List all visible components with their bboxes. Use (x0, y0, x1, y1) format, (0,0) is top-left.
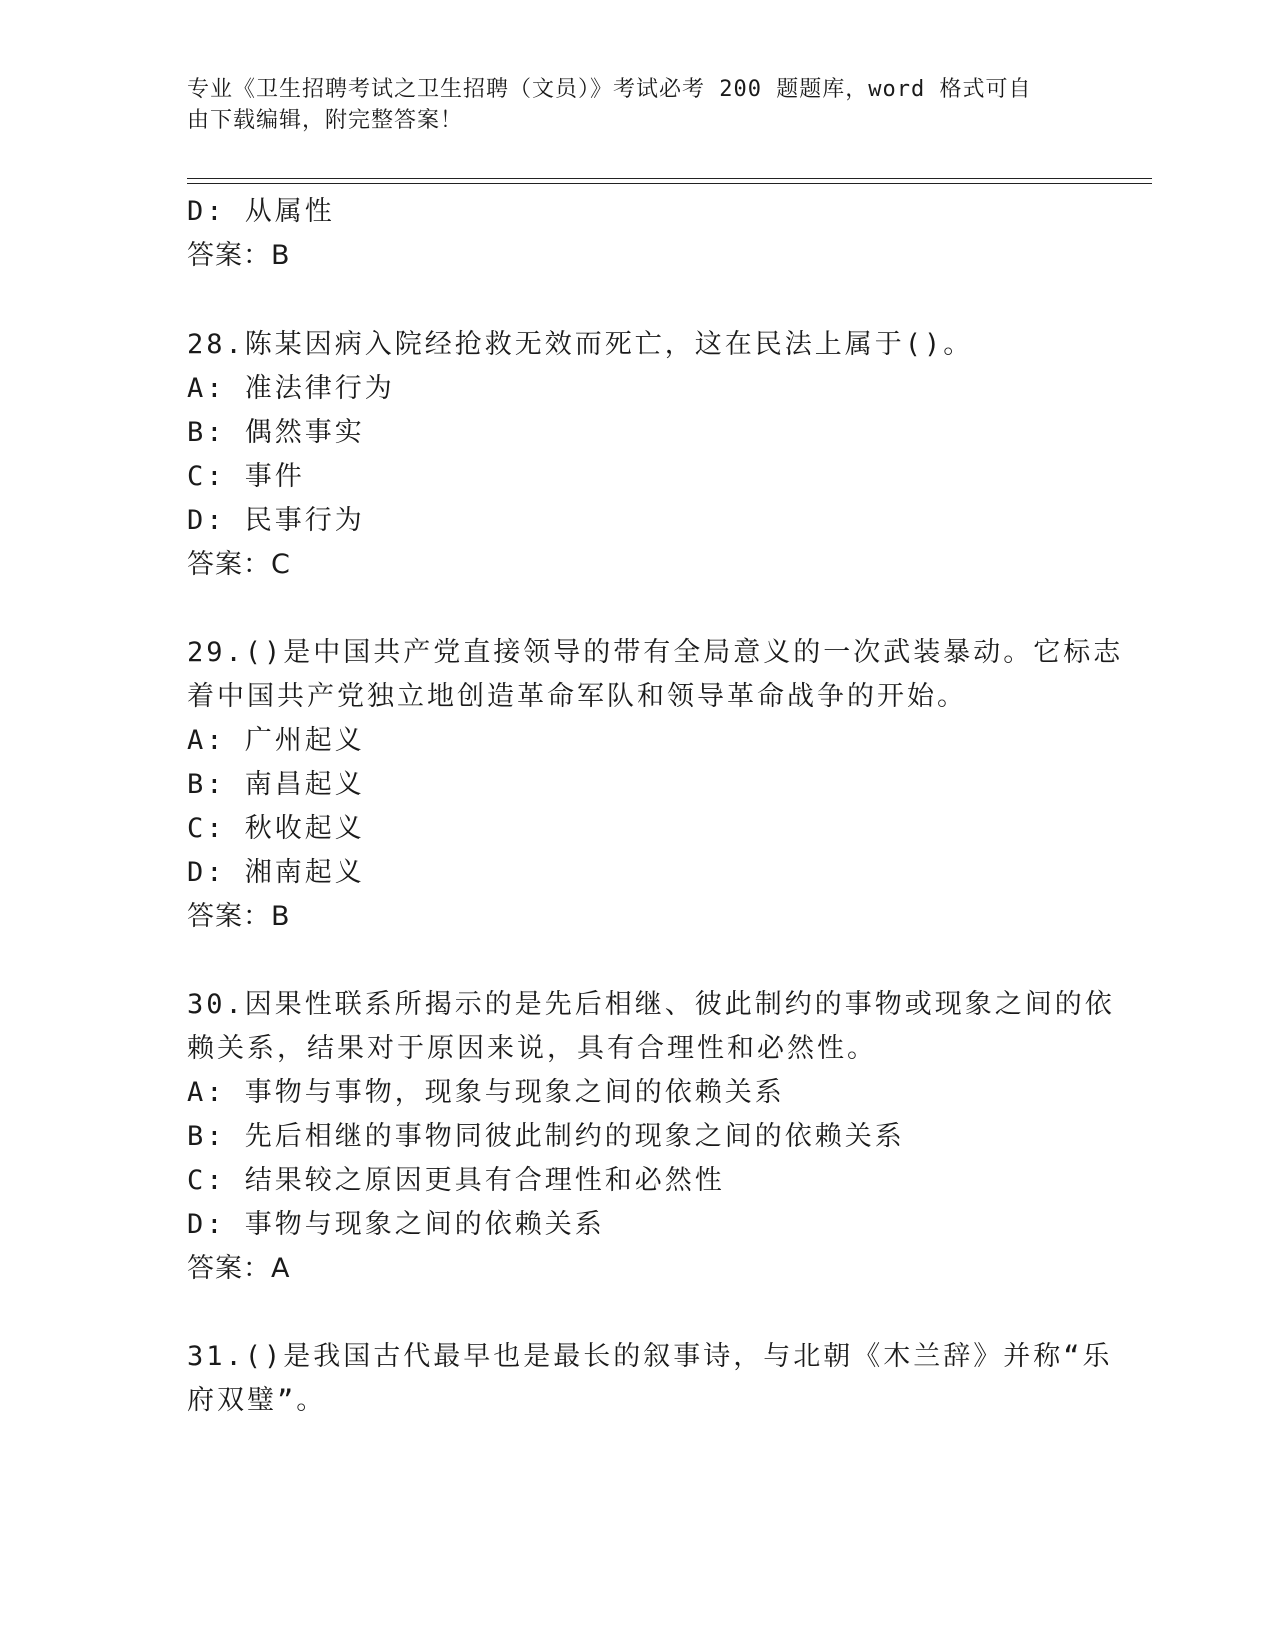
question-28-option-d: D: 民事行为 (187, 505, 365, 536)
question-30-option-d: D: 事物与现象之间的依赖关系 (187, 1209, 605, 1240)
question-30-option-b: B: 先后相继的事物同彼此制约的现象之间的依赖关系 (187, 1121, 905, 1152)
question-29-option-a: A: 广州起义 (187, 725, 365, 756)
question-29-stem-line-2: 着中国共产党独立地创造革命军队和领导革命战争的开始。 (187, 681, 967, 712)
question-30-answer: 答案：A (187, 1253, 291, 1284)
question-30-stem-line-2: 赖关系，结果对于原因来说，具有合理性和必然性。 (187, 1033, 877, 1064)
document-header (187, 74, 1087, 136)
question-28-option-a: A: 准法律行为 (187, 373, 395, 404)
question-29-option-d: D: 湘南起义 (187, 857, 365, 888)
question-30-stem-line-1: 30.因果性联系所揭示的是先后相继、彼此制约的事物或现象之间的依 (187, 989, 1115, 1020)
question-31-stem-line-1: 31.()是我国古代最早也是最长的叙事诗，与北朝《木兰辞》并称“乐 (187, 1341, 1113, 1372)
header-divider-top (187, 178, 1152, 179)
header-line-2: 由下载编辑，附完整答案！ (187, 108, 464, 133)
question-30-option-c: C: 结果较之原因更具有合理性和必然性 (187, 1165, 725, 1196)
question-29-option-b: B: 南昌起义 (187, 769, 365, 800)
question-31-stem-line-2: 府双璧”。 (187, 1385, 327, 1416)
question-29-answer: 答案：B (187, 901, 291, 932)
question-30-option-a: A: 事物与事物，现象与现象之间的依赖关系 (187, 1077, 785, 1108)
question-29-option-c: C: 秋收起义 (187, 813, 365, 844)
question-28-option-b: B: 偶然事实 (187, 417, 365, 448)
prev-answer: 答案：B (187, 240, 291, 271)
header-line-1: 专业《卫生招聘考试之卫生招聘（文员）》考试必考 200 题题库，word 格式可自 (187, 77, 1032, 102)
header-divider-bottom (187, 183, 1152, 184)
question-29-stem-line-1: 29.()是中国共产党直接领导的带有全局意义的一次武装暴动。它标志 (187, 637, 1124, 668)
prev-option-d: D: 从属性 (187, 196, 335, 227)
question-28-option-c: C: 事件 (187, 461, 305, 492)
question-28-stem: 28.陈某因病入院经抢救无效而死亡，这在民法上属于()。 (187, 329, 974, 360)
question-28-answer: 答案：C (187, 549, 291, 580)
